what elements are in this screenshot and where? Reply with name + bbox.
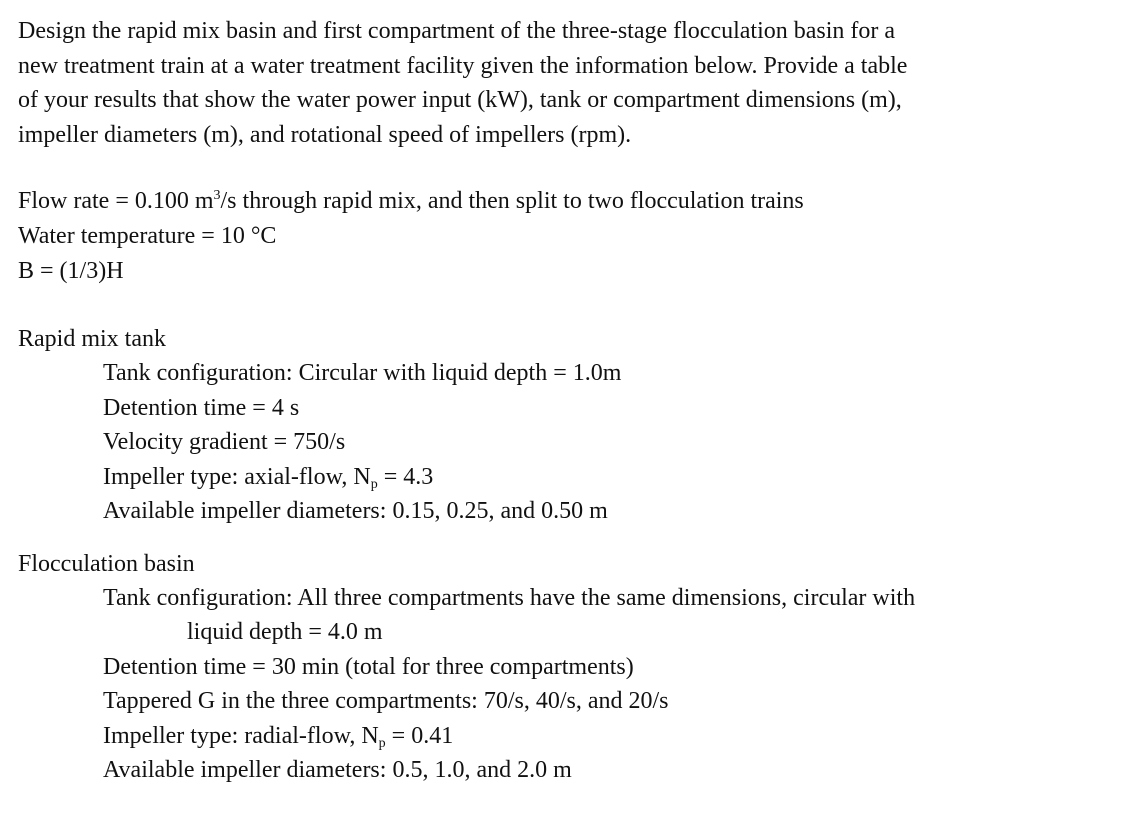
b-ratio-line: B = (1/3)H: [18, 258, 124, 284]
flow-rate-exponent: 3: [213, 188, 221, 203]
intro-line-4: impeller diameters (m), and rotational speed of impellers (rpm).: [18, 121, 632, 148]
rapid-mix-section: [18, 322, 1128, 529]
flocculation-impeller-type: [18, 719, 1128, 754]
flow-rate-line: [18, 184, 1128, 219]
flocculation-tank-config: [18, 581, 1128, 650]
rapid-mix-detention: Detention time = 4 s: [103, 394, 300, 421]
intro-line-3: of your results that show the water power input (kW), tank or compartment dimensions (m),: [18, 87, 902, 113]
problem-statement: [18, 14, 1128, 152]
intro-line-2: new treatment train at a water treatment facility given the information below. Provide a table: [18, 52, 908, 79]
flocculation-np-subscript: p: [378, 735, 386, 751]
flocculation-impeller-text: Impeller type: radial-flow, N: [103, 722, 379, 749]
flocculation-detention: Detention time = 30 min (total for three compartments): [103, 653, 634, 680]
rapid-mix-title: Rapid mix tank: [18, 326, 166, 352]
flocculation-tank-config-line-2: liquid depth = 4.0 m: [187, 619, 383, 645]
water-temperature-line: Water temperature = 10 °C: [18, 223, 277, 249]
flow-rate-text: Flow rate = 0.100 m: [18, 188, 214, 214]
rapid-mix-np-value: = 4.3: [377, 463, 434, 490]
flocculation-title: Flocculation basin: [18, 550, 195, 577]
flocculation-tapered-g: Tappered G in the three compartments: 70/s, 40/s, and 20/s: [103, 688, 669, 714]
flocculation-tank-config-line-1: Tank configuration: All three compartments have the same dimensions, circular with: [103, 584, 916, 611]
flocculation-diameters: Available impeller diameters: 0.5, 1.0, and 2.0 m: [103, 757, 572, 783]
rapid-mix-impeller-type: [18, 460, 1128, 495]
rapid-mix-velocity-gradient: Velocity gradient = 750/s: [103, 429, 346, 455]
rapid-mix-tank-config: Tank configuration: Circular with liquid depth = 1.0m: [103, 360, 622, 386]
flocculation-section: [18, 547, 1128, 788]
rapid-mix-diameters: Available impeller diameters: 0.15, 0.25, and 0.50 m: [103, 498, 608, 524]
problem-document: [18, 14, 1128, 788]
rapid-mix-impeller-text: Impeller type: axial-flow, N: [103, 463, 371, 490]
flocculation-np-value: = 0.41: [385, 722, 454, 749]
given-parameters: [18, 184, 1128, 289]
rapid-mix-np-subscript: p: [370, 476, 378, 492]
intro-line-1: Design the rapid mix basin and first compartment of the three-stage flocculation basin for a: [18, 18, 896, 44]
flow-rate-tail: /s through rapid mix, and then split to two flocculation trains: [220, 188, 804, 214]
